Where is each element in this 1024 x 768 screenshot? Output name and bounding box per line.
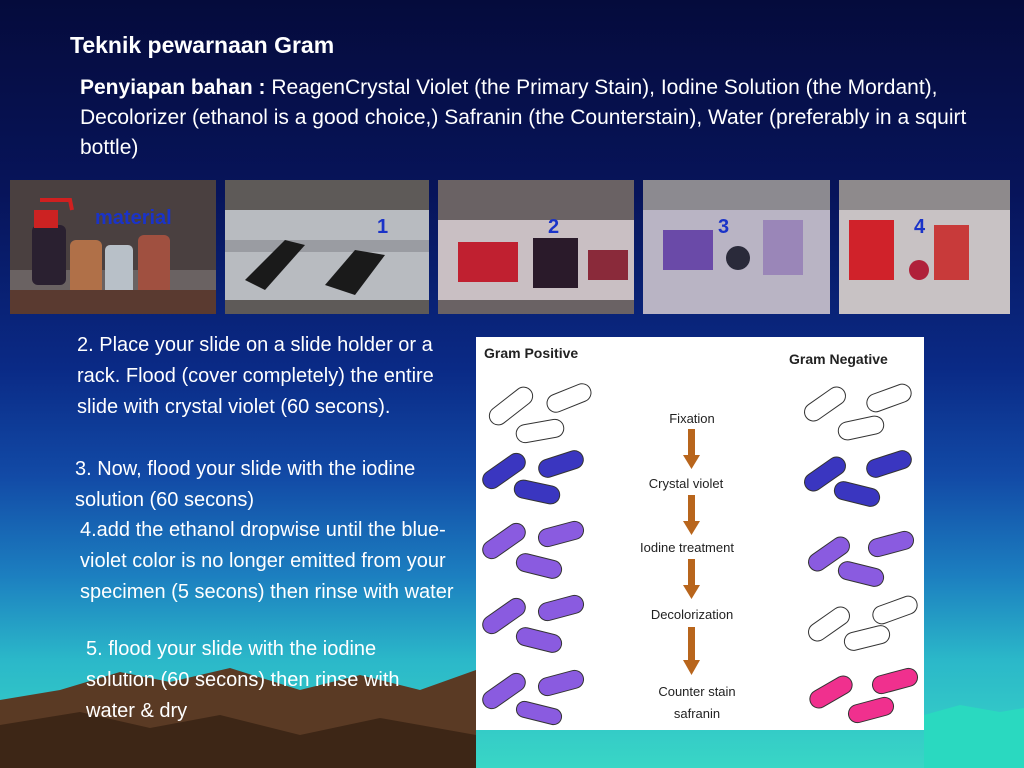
page-title: Teknik pewarnaan Gram [70, 32, 335, 58]
gram-positive-header: Gram Positive [484, 345, 579, 361]
intro-paragraph [80, 73, 970, 163]
stage-decolorization: Decolorization [650, 607, 734, 622]
photo-label-1: 1 [377, 216, 389, 238]
gram-negative-header: Gram Negative [789, 351, 888, 367]
stage-fixation: Fixation [669, 411, 715, 426]
photo-step-3 [643, 180, 830, 314]
photo-label-material: material [95, 207, 172, 229]
step-2-text: 2. Place your slide on a slide holder or a rack. Flood (cover completely) the entire slide with crystal violet (60 secons). [77, 334, 434, 418]
stage-counter-stain: Counter stain [658, 684, 736, 699]
photo-label-2: 2 [548, 216, 560, 238]
step-3-text: 3. Now, flood your slide with the iodine solution (60 secons) [75, 458, 416, 511]
stage-safranin: safranin [673, 706, 721, 721]
stage-iodine: Iodine treatment [640, 540, 734, 555]
photo-label-4: 4 [914, 216, 926, 238]
intro-label: Penyiapan bahan : [80, 76, 266, 99]
photo-label-3: 3 [718, 216, 730, 238]
photo-step-4 [839, 180, 1010, 314]
stage-crystal-violet: Crystal violet [648, 476, 724, 491]
step-4-text: 4.add the ethanol dropwise until the blue-violet color is no longer emitted from your specimen (5 secons) then rinse with water [80, 519, 454, 603]
photo-step-1 [225, 180, 429, 314]
intro-text: ReagenCrystal Violet (the Primary Stain), Iodine Solution (the Mordant), Decolorizer (ethanol is a good choice,) Safranin (the Counterstain), Water (preferably in a squirt bottle) [80, 76, 967, 159]
gram-stain-diagram [476, 337, 924, 730]
photo-material [10, 180, 216, 314]
photo-step-2 [438, 180, 634, 314]
step-5-text: 5. flood your slide with the iodine solution (60 secons) then rinse with water & dry [86, 638, 400, 722]
